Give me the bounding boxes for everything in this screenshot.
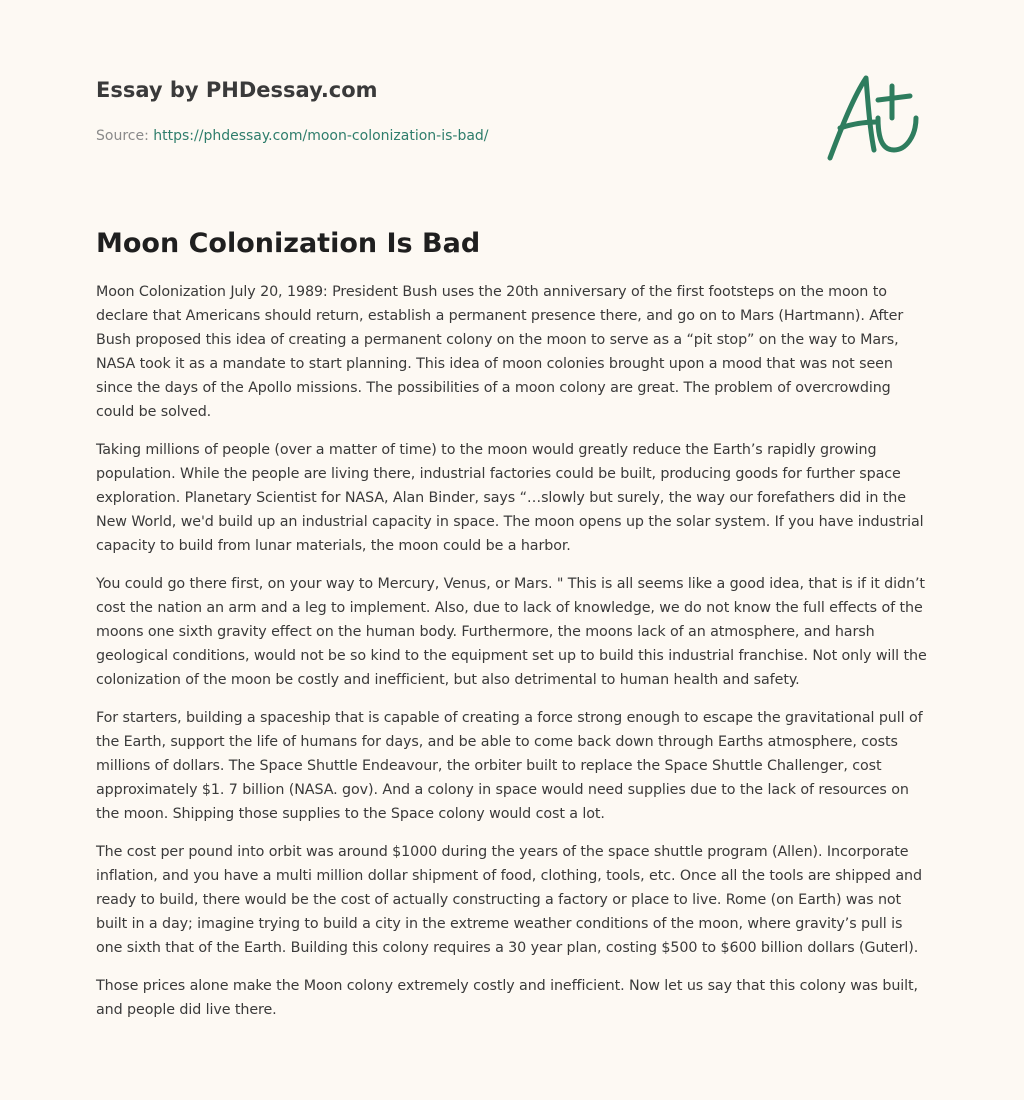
- essay-paragraph: Taking millions of people (over a matter of time) to the moon would greatly reduce the Earth’s rapidly growing population. While the people are living there, industrial factories could be built, producing goods for further space exploration. Planetary Scientist for NASA, Alan Binder, says “…slowly but surely, the way our forefathers did in the New World, we'd build up an industrial capacity in space. The moon opens up the solar system. If you have industrial capacity to build from lunar materials, the moon could be a harbor.: [96, 442, 924, 554]
- essay-title: Moon Colonization Is Bad: [96, 228, 481, 259]
- essay-paragraph: You could go there first, on your way to Mercury, Venus, or Mars. " This is all seems like a good idea, that is if it didn’t cost the nation an arm and a leg to implement. Also, due to lack of knowledge, we do not know the full effects of the moons one sixth gravity effect on the human body. Furthermore, the moons lack of an atmosphere, and harsh geological conditions, would not be so kind to the equipment set up to build this industrial franchise. Not only will the colonization of the moon be costly and inefficient, but also detrimental to human health and safety.: [96, 576, 927, 688]
- page-header: [96, 76, 796, 146]
- essay-paragraph: Those prices alone make the Moon colony extremely costly and inefficient. Now let us say that this colony was built, and people did live there.: [96, 978, 918, 1018]
- essay-paragraph: Moon Colonization July 20, 1989: President Bush uses the 20th anniversary of the first footsteps on the moon to declare that Americans should return, establish a permanent presence there, and go on to Mars (Hartmann). After Bush proposed this idea of creating a permanent colony on the moon to serve as a “pit stop” on the way to Mars, NASA took it as a mandate to start planning. This idea of moon colonies brought upon a mood that was not seen since the days of the Apollo missions. The possibilities of a moon colony are great. The problem of overcrowding could be solved.: [96, 284, 904, 420]
- source-line: [96, 126, 796, 146]
- source-label: Source:: [96, 128, 154, 144]
- source-link[interactable]: https://phdessay.com/moon-colonization-is-bad/: [153, 128, 489, 144]
- essay-paragraph: The cost per pound into orbit was around $1000 during the years of the space shuttle program (Allen). Incorporate inflation, and you have a multi million dollar shipment of food, clothing, tools, etc. Once all the tools are shipped and ready to build, there would be the cost of actually constructing a factory or place to live. Rome (on Earth) was not built in a day; imagine trying to build a city in the extreme weather conditions of the moon, where gravity’s pull is one sixth that of the Earth. Building this colony requires a 30 year plan, costing $500 to $600 billion dollars (Guterl).: [96, 844, 922, 956]
- a-plus-grade-icon: [820, 66, 930, 166]
- site-title: Essay by PHDessay.com: [96, 78, 378, 102]
- essay-paragraph: For starters, building a spaceship that is capable of creating a force strong enough to escape the gravitational pull of the Earth, support the life of humans for days, and be able to come back down through Earths atmosphere, costs millions of dollars. The Space Shuttle Endeavour, the orbiter built to replace the Space Shuttle Challenger, cost approximately $1. 7 billion (NASA. gov). And a colony in space would need supplies due to the lack of resources on the moon. Shipping those supplies to the Space colony would cost a lot.: [96, 710, 923, 822]
- essay-body: [96, 226, 928, 1036]
